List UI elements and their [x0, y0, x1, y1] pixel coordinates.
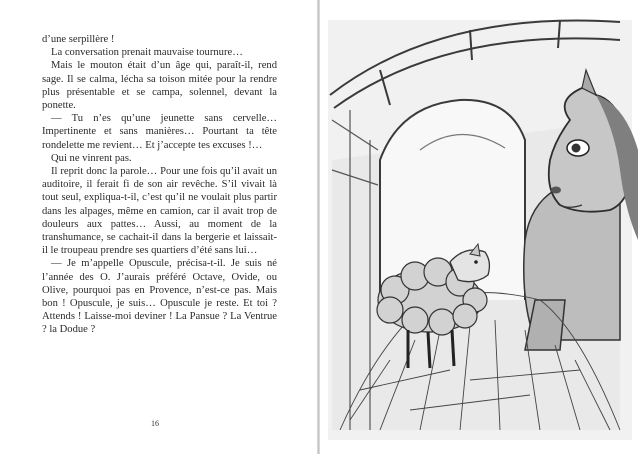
- paragraph: — Tu n’es qu’une jeunette sans cervelle… Impertinente et sans manières… Pourtant ta tête rondelette me revient… Et j’accepte tes excuses !…: [42, 113, 277, 151]
- page-number: 16: [151, 419, 159, 428]
- right-page: [320, 0, 640, 454]
- paragraph: Qui ne vinrent pas.: [51, 152, 132, 164]
- paragraph: La conversation prenait mauvaise tournure…: [51, 47, 243, 59]
- sheep-and-pony-illustration: [320, 0, 640, 454]
- paragraph: Mais le mouton était d’un âge qui, paraît-il, rend sage. Il se calma, lécha sa toison mitée pour la rendre plus présentable et se campa, solennel, devant la ponette.: [42, 60, 277, 112]
- text-block: [42, 33, 277, 337]
- paragraph: — Je m’appelle Opuscule, précisa-t-il. Je suis né l’année des O. J’aurais préféré Octave, Ovide, ou Olive, pourquoi pas en Provence, n’est-ce pas. Mais bon ! Opuscule, je suis… Opuscule je reste. Et toi ? Attends ! Laisse-moi deviner ! La Pansue ? La Ventrue ? la Dodue ?: [42, 258, 277, 336]
- left-page: [0, 0, 317, 454]
- paragraph: d’une serpillère !: [42, 34, 115, 45]
- paragraph: Il reprit donc la parole… Pour une fois qu’il avait un auditoire, il ferait fi de son air revêche. S’il vivait là tout seul, expliqua-t-il, c’est qu’il ne voulait plus partir dans les alpages, même en camion, car il avait trop de douleurs aux pattes… Aussi, au moment de la transhumance, se cachait-il dans la bergerie et laissait-il le troupeau prendre ses quartiers d’été sans lui…: [42, 166, 277, 257]
